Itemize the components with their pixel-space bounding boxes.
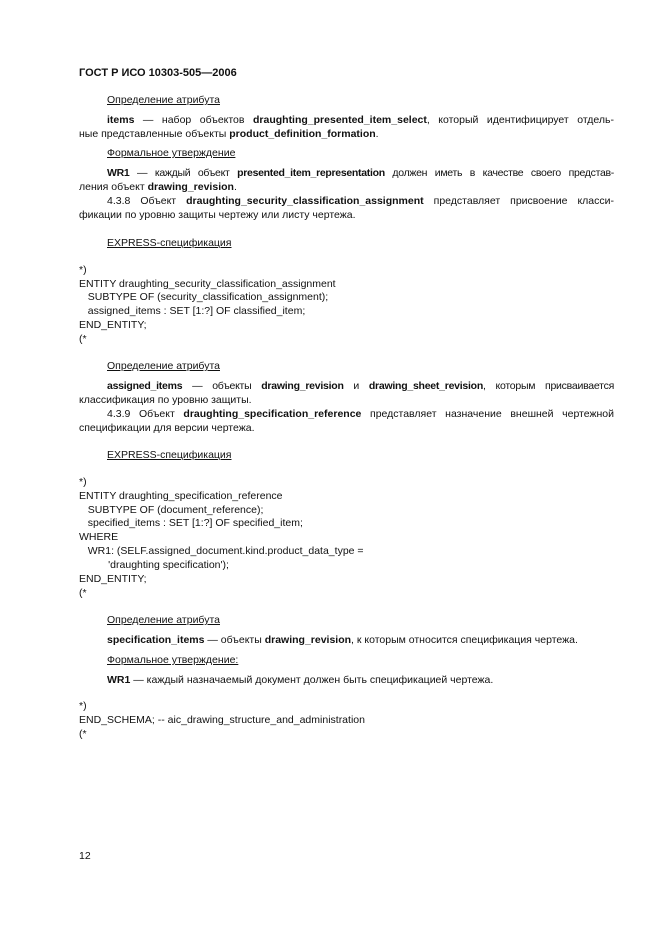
clause-4-3-8-line-2: фикации по уровню защиты чертежу или листу чертежа. (79, 209, 356, 221)
formal-statement-heading: Формальное утверждение (107, 147, 236, 159)
specification-items-definition: specification_items — объекты drawing_revision, к которым относится спецификация чертежа. (107, 634, 578, 646)
code-line: *) (79, 476, 87, 488)
code-line: ENTITY draughting_specification_reference (79, 490, 283, 502)
code-line: (* (79, 728, 87, 740)
code-line: (* (79, 333, 87, 345)
code-line: SUBTYPE OF (document_reference); (79, 504, 264, 516)
express-spec-heading: EXPRESS-спецификация (107, 449, 232, 461)
items-definition-line-2: ные представленные объекты product_definition_formation. (79, 128, 379, 140)
attribute-definition-heading: Определение атрибута (107, 94, 220, 106)
code-line: END_ENTITY; (79, 573, 147, 585)
code-line: SUBTYPE OF (security_classification_assignment); (79, 291, 329, 303)
express-spec-heading: EXPRESS-спецификация (107, 237, 232, 249)
wr1-statement-line-1: WR1 — каждый объект presented_item_representation должен иметь в качестве своего представ- (107, 167, 614, 179)
wr1-statement: WR1 — каждый назначаемый документ должен быть спецификацией чертежа. (107, 674, 494, 686)
clause-4-3-9-line-1: 4.3.9 Объект draughting_specification_reference представляет назначение внешней чертежной (107, 408, 614, 420)
code-line: *) (79, 700, 87, 712)
code-line: ENTITY draughting_security_classification_assignment (79, 278, 336, 290)
code-line: specified_items : SET [1:?] OF specified_item; (79, 517, 303, 529)
clause-4-3-8-line-1: 4.3.8 Объект draughting_security_classification_assignment представляет присвоение класси- (107, 195, 614, 207)
code-line: END_ENTITY; (79, 319, 147, 331)
code-line: *) (79, 264, 87, 276)
formal-statement-heading: Формальное утверждение: (107, 654, 239, 666)
assigned-items-definition-line-2: классификация по уровню защиты. (79, 394, 252, 406)
attribute-definition-heading: Определение атрибута (107, 614, 220, 626)
items-definition-line-1: items — набор объектов draughting_presented_item_select, который идентифицирует отдель- (107, 114, 614, 126)
code-line: WR1: (SELF.assigned_document.kind.product_data_type = (79, 545, 364, 557)
assigned-items-definition-line-1: assigned_items — объекты drawing_revision и drawing_sheet_revision, которым присваивается (107, 380, 615, 392)
code-line: WHERE (79, 531, 119, 543)
clause-4-3-9-line-2: спецификации для версии чертежа. (79, 422, 255, 434)
code-line: (* (79, 587, 87, 599)
page-header: ГОСТ Р ИСО 10303-505—2006 (79, 67, 237, 79)
page-number: 12 (79, 850, 91, 862)
wr1-statement-line-2: ления объект drawing_revision. (79, 181, 237, 193)
attribute-definition-heading: Определение атрибута (107, 360, 220, 372)
code-line: assigned_items : SET [1:?] OF classified_item; (79, 305, 306, 317)
code-line: 'draughting specification'); (79, 559, 229, 571)
code-line: END_SCHEMA; -- aic_drawing_structure_and_administration (79, 714, 365, 726)
